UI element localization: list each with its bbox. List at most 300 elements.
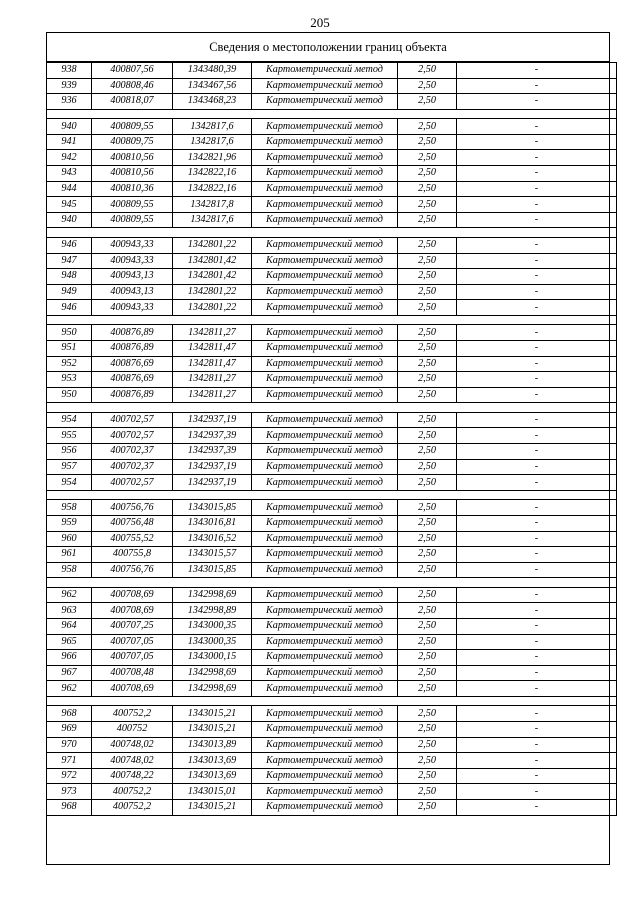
method-cell: Картометрический метод [252,325,398,341]
accuracy-cell: 2,50 [398,619,457,635]
separator-cell [398,315,457,325]
table-row [47,325,617,341]
table-row [47,444,617,460]
description-cell: - [457,562,617,578]
point-number-cell: 973 [47,784,92,800]
separator-cell [398,109,457,119]
description-cell: - [457,665,617,681]
accuracy-cell: 2,50 [398,459,457,475]
description-cell: - [457,94,617,110]
accuracy-cell: 2,50 [398,197,457,213]
x-coordinate-cell: 400702,57 [92,412,173,428]
separator-cell [398,403,457,413]
table-row [47,181,617,197]
method-cell: Картометрический метод [252,603,398,619]
point-number-cell: 951 [47,341,92,357]
group-separator-row [47,228,617,238]
table-row [47,284,617,300]
y-coordinate-cell: 1343015,21 [173,800,252,816]
point-number-cell: 945 [47,197,92,213]
y-coordinate-cell: 1342801,42 [173,269,252,285]
table-row [47,134,617,150]
x-coordinate-cell: 400748,02 [92,753,173,769]
point-number-cell: 972 [47,768,92,784]
accuracy-cell: 2,50 [398,706,457,722]
method-cell: Картометрический метод [252,737,398,753]
separator-cell [252,490,398,500]
point-number-cell: 946 [47,300,92,316]
description-cell: - [457,269,617,285]
point-number-cell: 961 [47,547,92,563]
x-coordinate-cell: 400807,56 [92,63,173,79]
description-cell: - [457,428,617,444]
description-cell: - [457,547,617,563]
point-number-cell: 968 [47,800,92,816]
method-cell: Картометрический метод [252,253,398,269]
description-cell: - [457,78,617,94]
separator-cell [92,403,173,413]
x-coordinate-cell: 400702,37 [92,459,173,475]
y-coordinate-cell: 1342811,47 [173,341,252,357]
x-coordinate-cell: 400943,33 [92,237,173,253]
accuracy-cell: 2,50 [398,356,457,372]
point-number-cell: 966 [47,650,92,666]
separator-cell [92,490,173,500]
y-coordinate-cell: 1342811,27 [173,325,252,341]
description-cell: - [457,475,617,491]
method-cell: Картометрический метод [252,634,398,650]
table-row [47,412,617,428]
table-row [47,634,617,650]
table-row [47,737,617,753]
separator-cell [398,228,457,238]
accuracy-cell: 2,50 [398,78,457,94]
table-row [47,800,617,816]
method-cell: Картометрический метод [252,722,398,738]
point-number-cell: 940 [47,212,92,228]
separator-cell [457,109,617,119]
point-number-cell: 957 [47,459,92,475]
table-row [47,768,617,784]
accuracy-cell: 2,50 [398,372,457,388]
method-cell: Картометрический метод [252,650,398,666]
description-cell: - [457,753,617,769]
accuracy-cell: 2,50 [398,650,457,666]
point-number-cell: 950 [47,325,92,341]
separator-cell [457,315,617,325]
method-cell: Картометрический метод [252,753,398,769]
separator-cell [252,403,398,413]
separator-cell [92,315,173,325]
accuracy-cell: 2,50 [398,681,457,697]
x-coordinate-cell: 400876,69 [92,372,173,388]
table-row [47,562,617,578]
description-cell: - [457,119,617,135]
table-row [47,665,617,681]
separator-cell [173,490,252,500]
separator-cell [92,696,173,706]
method-cell: Картометрический метод [252,197,398,213]
table-row [47,753,617,769]
method-cell: Картометрический метод [252,78,398,94]
y-coordinate-cell: 1342822,16 [173,166,252,182]
description-cell: - [457,63,617,79]
y-coordinate-cell: 1343000,35 [173,619,252,635]
table-row [47,166,617,182]
group-separator-row [47,315,617,325]
point-number-cell: 962 [47,681,92,697]
table-row [47,500,617,516]
method-cell: Картометрический метод [252,459,398,475]
y-coordinate-cell: 1343015,85 [173,500,252,516]
x-coordinate-cell: 400748,02 [92,737,173,753]
accuracy-cell: 2,50 [398,150,457,166]
description-cell: - [457,531,617,547]
description-cell: - [457,515,617,531]
point-number-cell: 958 [47,562,92,578]
group-separator-row [47,696,617,706]
point-number-cell: 954 [47,475,92,491]
point-number-cell: 936 [47,94,92,110]
description-cell: - [457,150,617,166]
table-row [47,150,617,166]
y-coordinate-cell: 1342822,16 [173,181,252,197]
point-number-cell: 955 [47,428,92,444]
y-coordinate-cell: 1343015,21 [173,706,252,722]
accuracy-cell: 2,50 [398,784,457,800]
description-cell: - [457,634,617,650]
description-cell: - [457,181,617,197]
method-cell: Картометрический метод [252,515,398,531]
separator-cell [173,109,252,119]
accuracy-cell: 2,50 [398,753,457,769]
x-coordinate-cell: 400748,22 [92,768,173,784]
separator-cell [47,696,92,706]
y-coordinate-cell: 1342937,39 [173,444,252,460]
description-cell: - [457,237,617,253]
point-number-cell: 950 [47,387,92,403]
method-cell: Картометрический метод [252,94,398,110]
y-coordinate-cell: 1342801,42 [173,253,252,269]
table-row [47,212,617,228]
accuracy-cell: 2,50 [398,665,457,681]
table-row [47,119,617,135]
y-coordinate-cell: 1343000,15 [173,650,252,666]
accuracy-cell: 2,50 [398,768,457,784]
separator-cell [173,315,252,325]
x-coordinate-cell: 400755,8 [92,547,173,563]
method-cell: Картометрический метод [252,665,398,681]
description-cell: - [457,722,617,738]
table-row [47,63,617,79]
x-coordinate-cell: 400702,37 [92,444,173,460]
separator-cell [47,315,92,325]
description-cell: - [457,459,617,475]
separator-cell [252,109,398,119]
table-row [47,341,617,357]
point-number-cell: 953 [47,372,92,388]
x-coordinate-cell: 400809,55 [92,197,173,213]
accuracy-cell: 2,50 [398,119,457,135]
x-coordinate-cell: 400809,75 [92,134,173,150]
y-coordinate-cell: 1343000,35 [173,634,252,650]
point-number-cell: 959 [47,515,92,531]
x-coordinate-cell: 400818,07 [92,94,173,110]
accuracy-cell: 2,50 [398,500,457,516]
x-coordinate-cell: 400755,52 [92,531,173,547]
y-coordinate-cell: 1342817,6 [173,119,252,135]
description-cell: - [457,619,617,635]
x-coordinate-cell: 400876,89 [92,325,173,341]
accuracy-cell: 2,50 [398,603,457,619]
table-row [47,197,617,213]
point-number-cell: 956 [47,444,92,460]
x-coordinate-cell: 400810,56 [92,166,173,182]
separator-cell [92,228,173,238]
x-coordinate-cell: 400752,2 [92,784,173,800]
description-cell: - [457,134,617,150]
separator-cell [47,109,92,119]
y-coordinate-cell: 1342817,8 [173,197,252,213]
table-row [47,78,617,94]
x-coordinate-cell: 400943,13 [92,269,173,285]
table-row [47,300,617,316]
accuracy-cell: 2,50 [398,134,457,150]
y-coordinate-cell: 1342817,6 [173,212,252,228]
coordinates-table [46,62,617,816]
method-cell: Картометрический метод [252,531,398,547]
y-coordinate-cell: 1343013,69 [173,768,252,784]
x-coordinate-cell: 400810,36 [92,181,173,197]
accuracy-cell: 2,50 [398,634,457,650]
page-number: 205 [310,15,330,30]
point-number-cell: 946 [47,237,92,253]
point-number-cell: 948 [47,269,92,285]
method-cell: Картометрический метод [252,500,398,516]
y-coordinate-cell: 1343480,39 [173,63,252,79]
separator-cell [457,403,617,413]
x-coordinate-cell: 400707,25 [92,619,173,635]
method-cell: Картометрический метод [252,356,398,372]
y-coordinate-cell: 1343016,81 [173,515,252,531]
point-number-cell: 939 [47,78,92,94]
y-coordinate-cell: 1343468,23 [173,94,252,110]
x-coordinate-cell: 400752,2 [92,706,173,722]
separator-cell [47,490,92,500]
separator-cell [252,315,398,325]
y-coordinate-cell: 1343015,21 [173,722,252,738]
y-coordinate-cell: 1342811,27 [173,387,252,403]
table-row [47,515,617,531]
accuracy-cell: 2,50 [398,94,457,110]
y-coordinate-cell: 1342998,69 [173,681,252,697]
x-coordinate-cell: 400876,89 [92,341,173,357]
y-coordinate-cell: 1342801,22 [173,237,252,253]
y-coordinate-cell: 1342817,6 [173,134,252,150]
separator-cell [398,578,457,588]
accuracy-cell: 2,50 [398,800,457,816]
table-row [47,475,617,491]
description-cell: - [457,284,617,300]
table-row [47,428,617,444]
method-cell: Картометрический метод [252,119,398,135]
table-row [47,531,617,547]
description-cell: - [457,444,617,460]
separator-cell [92,578,173,588]
method-cell: Картометрический метод [252,768,398,784]
separator-cell [252,578,398,588]
y-coordinate-cell: 1342811,27 [173,372,252,388]
method-cell: Картометрический метод [252,619,398,635]
accuracy-cell: 2,50 [398,300,457,316]
y-coordinate-cell: 1342998,69 [173,587,252,603]
x-coordinate-cell: 400752 [92,722,173,738]
description-cell: - [457,166,617,182]
table-row [47,619,617,635]
description-cell: - [457,212,617,228]
x-coordinate-cell: 400809,55 [92,212,173,228]
table-caption: Сведения о местоположении границ объекта [47,33,609,62]
point-number-cell: 940 [47,119,92,135]
point-number-cell: 965 [47,634,92,650]
accuracy-cell: 2,50 [398,475,457,491]
table-row [47,603,617,619]
separator-cell [398,696,457,706]
x-coordinate-cell: 400707,05 [92,634,173,650]
x-coordinate-cell: 400702,57 [92,475,173,491]
y-coordinate-cell: 1343015,57 [173,547,252,563]
y-coordinate-cell: 1342937,39 [173,428,252,444]
accuracy-cell: 2,50 [398,412,457,428]
point-number-cell: 954 [47,412,92,428]
point-number-cell: 960 [47,531,92,547]
table-row [47,253,617,269]
separator-cell [47,578,92,588]
x-coordinate-cell: 400809,55 [92,119,173,135]
description-cell: - [457,356,617,372]
coordinates-table-body [47,63,617,816]
point-number-cell: 964 [47,619,92,635]
method-cell: Картометрический метод [252,475,398,491]
method-cell: Картометрический метод [252,372,398,388]
description-cell: - [457,768,617,784]
point-number-cell: 947 [47,253,92,269]
point-number-cell: 938 [47,63,92,79]
description-cell: - [457,387,617,403]
group-separator-row [47,490,617,500]
accuracy-cell: 2,50 [398,428,457,444]
point-number-cell: 949 [47,284,92,300]
y-coordinate-cell: 1342937,19 [173,412,252,428]
accuracy-cell: 2,50 [398,181,457,197]
method-cell: Картометрический метод [252,444,398,460]
coordinates-table-frame [46,32,610,865]
accuracy-cell: 2,50 [398,325,457,341]
point-number-cell: 944 [47,181,92,197]
accuracy-cell: 2,50 [398,269,457,285]
point-number-cell: 942 [47,150,92,166]
description-cell: - [457,784,617,800]
separator-cell [457,228,617,238]
x-coordinate-cell: 400702,57 [92,428,173,444]
x-coordinate-cell: 400756,76 [92,500,173,516]
description-cell: - [457,800,617,816]
y-coordinate-cell: 1342937,19 [173,459,252,475]
point-number-cell: 963 [47,603,92,619]
table-row [47,784,617,800]
x-coordinate-cell: 400756,76 [92,562,173,578]
method-cell: Картометрический метод [252,237,398,253]
point-number-cell: 943 [47,166,92,182]
separator-cell [398,490,457,500]
method-cell: Картометрический метод [252,681,398,697]
accuracy-cell: 2,50 [398,63,457,79]
accuracy-cell: 2,50 [398,444,457,460]
method-cell: Картометрический метод [252,212,398,228]
description-cell: - [457,412,617,428]
method-cell: Картометрический метод [252,706,398,722]
table-row [47,237,617,253]
x-coordinate-cell: 400708,69 [92,681,173,697]
y-coordinate-cell: 1342801,22 [173,300,252,316]
point-number-cell: 967 [47,665,92,681]
separator-cell [457,490,617,500]
point-number-cell: 968 [47,706,92,722]
table-row [47,356,617,372]
x-coordinate-cell: 400943,13 [92,284,173,300]
description-cell: - [457,587,617,603]
point-number-cell: 958 [47,500,92,516]
separator-cell [173,696,252,706]
separator-cell [173,403,252,413]
separator-cell [457,696,617,706]
y-coordinate-cell: 1343013,89 [173,737,252,753]
description-cell: - [457,706,617,722]
y-coordinate-cell: 1343467,56 [173,78,252,94]
description-cell: - [457,500,617,516]
point-number-cell: 941 [47,134,92,150]
separator-cell [173,228,252,238]
x-coordinate-cell: 400756,48 [92,515,173,531]
accuracy-cell: 2,50 [398,722,457,738]
description-cell: - [457,372,617,388]
method-cell: Картометрический метод [252,269,398,285]
separator-cell [457,578,617,588]
accuracy-cell: 2,50 [398,515,457,531]
accuracy-cell: 2,50 [398,212,457,228]
y-coordinate-cell: 1342998,69 [173,665,252,681]
x-coordinate-cell: 400752,2 [92,800,173,816]
y-coordinate-cell: 1343016,52 [173,531,252,547]
method-cell: Картометрический метод [252,784,398,800]
accuracy-cell: 2,50 [398,166,457,182]
y-coordinate-cell: 1342811,47 [173,356,252,372]
x-coordinate-cell: 400808,46 [92,78,173,94]
accuracy-cell: 2,50 [398,531,457,547]
accuracy-cell: 2,50 [398,587,457,603]
point-number-cell: 952 [47,356,92,372]
method-cell: Картометрический метод [252,63,398,79]
method-cell: Картометрический метод [252,134,398,150]
description-cell: - [457,325,617,341]
description-cell: - [457,253,617,269]
x-coordinate-cell: 400708,48 [92,665,173,681]
method-cell: Картометрический метод [252,428,398,444]
table-row [47,650,617,666]
table-row [47,587,617,603]
table-row [47,387,617,403]
accuracy-cell: 2,50 [398,284,457,300]
